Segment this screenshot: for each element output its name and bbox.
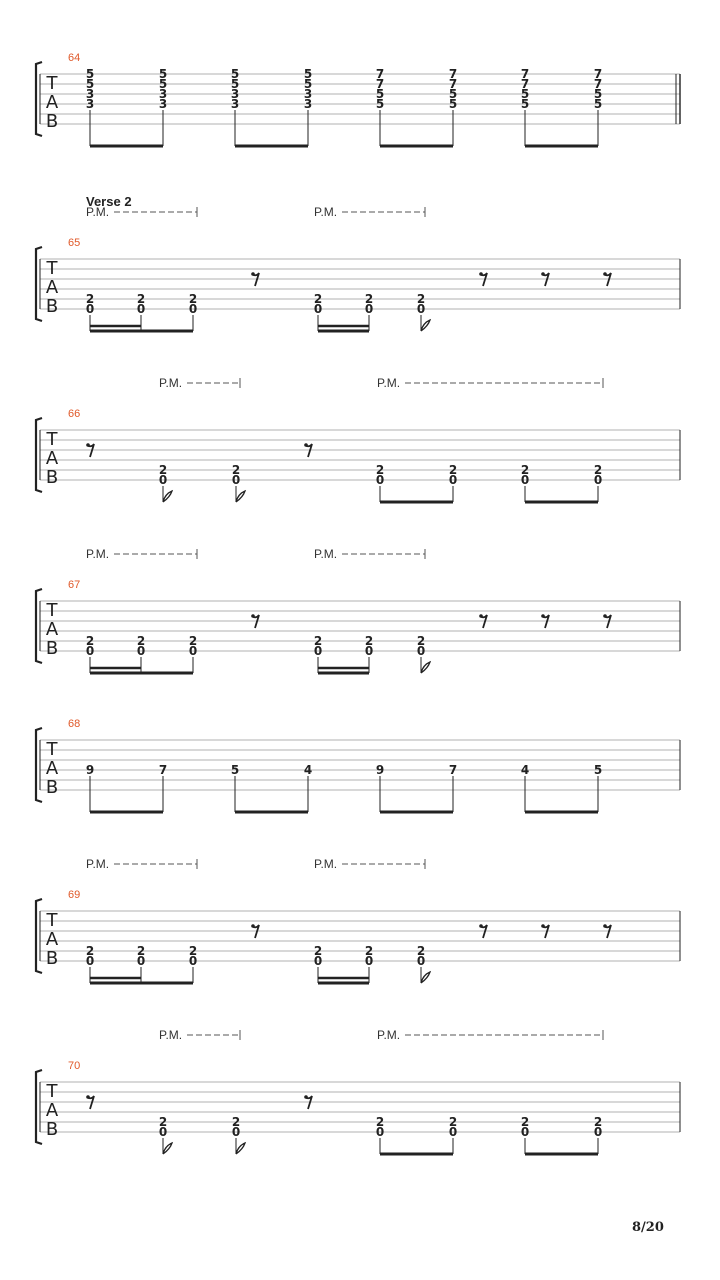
fret-number: 2 (136, 634, 146, 648)
fret-number: 2 (313, 944, 323, 958)
fret-number: 0 (231, 1125, 241, 1139)
fret-number: 7 (448, 763, 458, 777)
fret-number: 0 (188, 302, 198, 316)
fret-number: 2 (313, 292, 323, 306)
fret-number: 0 (416, 954, 426, 968)
fret-number: 2 (520, 463, 530, 477)
fret-number: 0 (364, 302, 374, 316)
eighth-rest-dot (304, 1095, 308, 1099)
fret-number: 7 (448, 77, 458, 91)
eighth-rest-dot (541, 924, 545, 928)
fret-number: 0 (416, 644, 426, 658)
note-flag (236, 1143, 245, 1154)
fret-number: 2 (136, 944, 146, 958)
fret-number: 4 (520, 763, 530, 777)
fret-number: 7 (593, 67, 603, 81)
fret-number: 7 (375, 67, 385, 81)
eighth-rest-dot (304, 443, 308, 447)
bar-number: 68 (68, 718, 81, 730)
fret-number: 2 (375, 463, 385, 477)
fret-number: 2 (136, 292, 146, 306)
fret-number: 2 (188, 292, 198, 306)
fret-number: 0 (364, 644, 374, 658)
fret-number: 0 (85, 954, 95, 968)
fret-number: 2 (188, 944, 198, 958)
system-bracket (36, 418, 42, 492)
section-label: Verse 2 (86, 194, 132, 209)
tab-system (36, 1028, 680, 1154)
palm-mute-label: P.M. (377, 376, 401, 390)
fret-number: 2 (364, 292, 374, 306)
fret-number: 2 (364, 634, 374, 648)
fret-number: 2 (416, 944, 426, 958)
fret-number: 5 (230, 67, 240, 81)
eighth-rest-dot (86, 443, 90, 447)
palm-mute-label: P.M. (377, 1028, 401, 1042)
system-bracket (36, 1070, 42, 1144)
eighth-rest-dot (251, 272, 255, 276)
fret-number: 5 (448, 87, 458, 101)
eighth-rest-dot (603, 924, 607, 928)
fret-number: 5 (230, 77, 240, 91)
fret-number: 3 (230, 87, 240, 101)
eighth-rest-dot (541, 272, 545, 276)
fret-number: 2 (416, 634, 426, 648)
tab-system (36, 52, 680, 146)
eighth-rest-dot (479, 924, 483, 928)
fret-number: 2 (313, 634, 323, 648)
fret-number: 7 (158, 763, 168, 777)
fret-number: 2 (158, 1115, 168, 1129)
fret-number: 5 (230, 763, 240, 777)
tab-clef-letter: B (45, 296, 59, 317)
tab-clef-letter: B (45, 111, 59, 132)
eighth-rest-dot (479, 272, 483, 276)
fret-number: 0 (375, 473, 385, 487)
fret-number: 4 (303, 763, 313, 777)
fret-number: 5 (520, 97, 530, 111)
fret-number: 5 (303, 77, 313, 91)
fret-number: 3 (158, 97, 168, 111)
palm-mute-label: P.M. (86, 205, 110, 219)
fret-number: 0 (593, 473, 603, 487)
tab-system (36, 205, 680, 331)
fret-number: 5 (303, 67, 313, 81)
fret-number: 0 (136, 302, 146, 316)
fret-number: 2 (448, 1115, 458, 1129)
system-bracket (36, 62, 42, 136)
tab-clef-letter: A (45, 92, 59, 113)
fret-number: 0 (375, 1125, 385, 1139)
note-flag (163, 1143, 172, 1154)
fret-number: 5 (448, 97, 458, 111)
fret-number: 2 (416, 292, 426, 306)
fret-number: 0 (85, 302, 95, 316)
tab-system (36, 547, 680, 673)
tab-system (36, 857, 680, 983)
fret-number: 0 (520, 473, 530, 487)
tab-clef-letter: A (45, 277, 59, 298)
palm-mute-label: P.M. (86, 547, 110, 561)
tab-clef-letter: A (45, 758, 59, 779)
fret-number: 2 (158, 463, 168, 477)
tab-clef-letter: T (46, 739, 58, 760)
fret-number: 0 (158, 1125, 168, 1139)
fret-number: 5 (593, 97, 603, 111)
fret-number: 3 (303, 97, 313, 111)
tab-clef-letter: A (45, 929, 59, 950)
fret-number: 0 (313, 954, 323, 968)
tab-clef-letter: T (46, 429, 58, 450)
fret-number: 2 (85, 944, 95, 958)
fret-number: 2 (364, 944, 374, 958)
note-flag (421, 320, 430, 331)
fret-number: 2 (375, 1115, 385, 1129)
fret-number: 2 (188, 634, 198, 648)
fret-number: 0 (136, 644, 146, 658)
fret-number: 0 (158, 473, 168, 487)
fret-number: 2 (231, 1115, 241, 1129)
tab-clef-letter: B (45, 948, 59, 969)
fret-number: 3 (158, 87, 168, 101)
fret-number: 5 (85, 77, 95, 91)
system-bracket (36, 247, 42, 321)
eighth-rest-dot (86, 1095, 90, 1099)
tab-clef-letter: T (46, 1081, 58, 1102)
system-bracket (36, 728, 42, 802)
tab-clef-letter: T (46, 73, 58, 94)
fret-number: 7 (520, 77, 530, 91)
note-flag (236, 491, 245, 502)
fret-number: 5 (85, 67, 95, 81)
eighth-rest-dot (603, 614, 607, 618)
bar-number: 69 (68, 889, 81, 901)
page-number: 8/20 (632, 1220, 664, 1235)
tab-clef-letter: B (45, 777, 59, 798)
fret-number: 0 (188, 954, 198, 968)
system-bracket (36, 589, 42, 663)
fret-number: 2 (85, 292, 95, 306)
fret-number: 7 (448, 67, 458, 81)
fret-number: 0 (448, 473, 458, 487)
note-flag (421, 972, 430, 983)
fret-number: 5 (158, 77, 168, 91)
fret-number: 5 (520, 87, 530, 101)
fret-number: 2 (231, 463, 241, 477)
fret-number: 0 (448, 1125, 458, 1139)
fret-number: 0 (593, 1125, 603, 1139)
tab-system (36, 718, 680, 812)
fret-number: 3 (85, 87, 95, 101)
tab-clef-letter: B (45, 1119, 59, 1140)
bar-number: 67 (68, 579, 81, 591)
fret-number: 0 (364, 954, 374, 968)
fret-number: 0 (85, 644, 95, 658)
palm-mute-label: P.M. (86, 857, 110, 871)
tab-clef-letter: A (45, 448, 59, 469)
fret-number: 7 (593, 77, 603, 91)
fret-number: 9 (375, 763, 385, 777)
palm-mute-label: P.M. (159, 1028, 183, 1042)
fret-number: 3 (230, 97, 240, 111)
fret-number: 0 (313, 302, 323, 316)
fret-number: 5 (593, 763, 603, 777)
tab-system (36, 376, 680, 502)
fret-number: 2 (85, 634, 95, 648)
bar-number: 65 (68, 237, 81, 249)
system-bracket (36, 899, 42, 973)
fret-number: 7 (520, 67, 530, 81)
tab-clef-letter: T (46, 258, 58, 279)
eighth-rest-dot (251, 924, 255, 928)
tab-clef-letter: A (45, 619, 59, 640)
eighth-rest-dot (603, 272, 607, 276)
fret-number: 0 (416, 302, 426, 316)
fret-number: 0 (136, 954, 146, 968)
palm-mute-label: P.M. (314, 857, 338, 871)
note-flag (163, 491, 172, 502)
eighth-rest-dot (479, 614, 483, 618)
fret-number: 2 (520, 1115, 530, 1129)
eighth-rest-dot (541, 614, 545, 618)
fret-number: 0 (231, 473, 241, 487)
fret-number: 2 (593, 1115, 603, 1129)
fret-number: 5 (375, 97, 385, 111)
fret-number: 9 (85, 763, 95, 777)
fret-number: 3 (85, 97, 95, 111)
fret-number: 5 (158, 67, 168, 81)
palm-mute-label: P.M. (314, 205, 338, 219)
bar-number: 64 (68, 52, 81, 64)
tab-clef-letter: B (45, 467, 59, 488)
fret-number: 5 (593, 87, 603, 101)
tab-clef-letter: T (46, 910, 58, 931)
fret-number: 0 (520, 1125, 530, 1139)
tab-clef-letter: T (46, 600, 58, 621)
tab-clef-letter: A (45, 1100, 59, 1121)
tab-clef-letter: B (45, 638, 59, 659)
fret-number: 2 (593, 463, 603, 477)
fret-number: 7 (375, 77, 385, 91)
bar-number: 66 (68, 408, 81, 420)
palm-mute-label: P.M. (159, 376, 183, 390)
fret-number: 5 (375, 87, 385, 101)
fret-number: 0 (313, 644, 323, 658)
fret-number: 2 (448, 463, 458, 477)
bar-number: 70 (68, 1060, 81, 1072)
fret-number: 3 (303, 87, 313, 101)
eighth-rest-dot (251, 614, 255, 618)
palm-mute-label: P.M. (314, 547, 338, 561)
fret-number: 0 (188, 644, 198, 658)
note-flag (421, 662, 430, 673)
